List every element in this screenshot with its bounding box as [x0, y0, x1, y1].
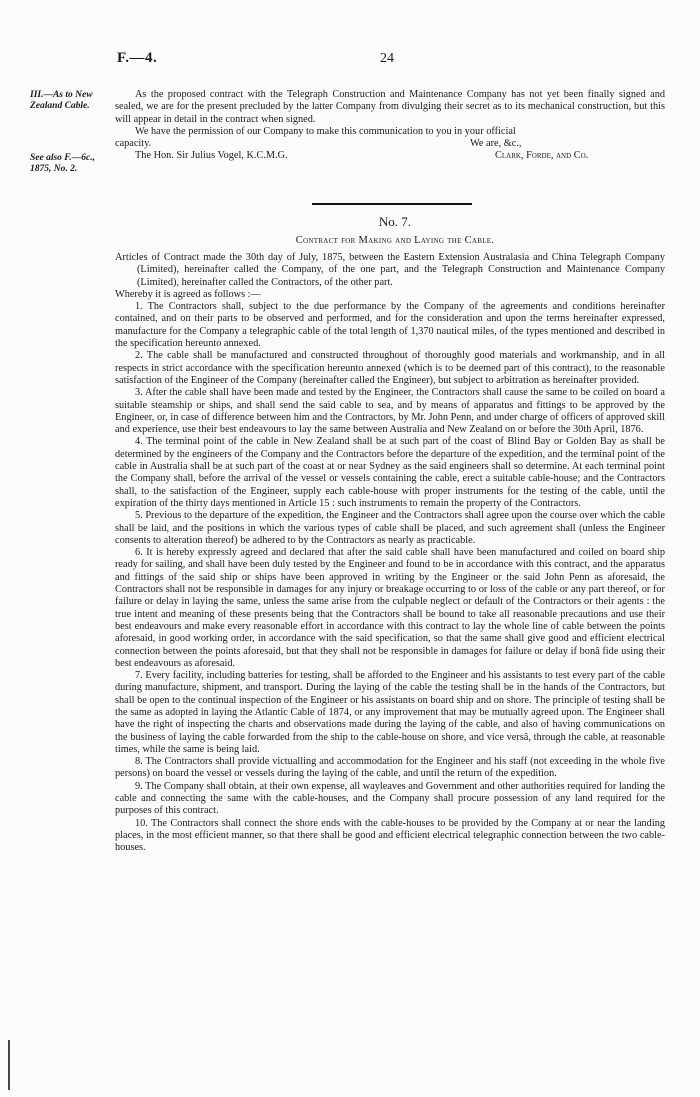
document-reference: F.—4. — [117, 50, 158, 66]
article-5: 5. Previous to the departure of the expedition, the Engineer and the Contractors shall agree upon the course over which the cable shall be laid, and the positions in which the various types of cable shall be placed, and such agreement shall (unless the Engineer consents to alteration thereof) be adhered to by the Contractors as nearly as practicable. — [115, 510, 665, 546]
article-2: 2. The cable shall be manufactured and constructed throughout of thoroughly good materials and workmanship, and in all respects in strict accordance with the specification hereunto annexed (which is to be deemed part of this contract), to the reasonable satisfaction of the Engineer of the Company (hereinafter called the Engineer), but subject to arbitration as hereinafter provided. — [115, 350, 665, 386]
signatories: Clark, Forde, and Co. — [495, 150, 589, 162]
page-number: 24 — [380, 51, 394, 66]
contract-intro: Articles of Contract made the 30th day of July, 1875, between the Eastern Extension Australasia and China Telegraph Company (Limited), hereinafter called the Company, of the one part, and the Telegraph Construction and Maintenance Company (Limited), hereinafter called the Contractors, of the other part. — [115, 252, 665, 288]
article-3: 3. After the cable shall have been made and tested by the Engineer, the Contractors shall cause the same to be coiled on board a suitable steamship or ships, and shall send the said cable to sea, and by means of apparatus and fittings to be approved by the Engineer, or, in case of difference between him and the Contractors, by Mr. John Penn, and under charge of officers of approved skill and experience, use their best endeavours to lay the same between Australia and New Zealand on or before the 30th April, 1876. — [115, 387, 665, 436]
document-subtitle: Contract for Making and Laying the Cable. — [295, 235, 495, 246]
article-8: 8. The Contractors shall provide victualling and accommodation for the Engineer and his staff (not exceeding in the whole five persons) on board the vessel or vessels during the laying of the cable, and until the return of the expedition. — [115, 756, 665, 780]
article-6: 6. It is hereby expressly agreed and declared that after the said cable shall have been manufactured and coiled on board ship ready for sailing, and shall have been duly tested by the Engineer and found to be in accordance with this contract, and the apparatus and fittings of the said ship or ships have been approved in writing by the Engineer or the said John Penn as aforesaid, the Contractors shall not be responsible in damages for any injury or breakage occurring to or loss of the cable or any part thereof, or for failure or delay in laying the same, unless the same arise from the culpable neglect or default of the Contractors or their agents : the true intent and meaning of these presents being that the Contractors shall be bound to take all reasonable precautions and use their best endeavours and make every reasonable effort in accordance with this contract to lay the whole line of cable between the points aforesaid, in good working order, in accordance with the said specification, so that the same shall give good and efficient electrical connection between the points aforesaid, but that they shall not be responsible in damages for failure or delay if bonâ fide using their best endeavours as aforesaid. — [115, 547, 665, 669]
scan-edge-mark — [8, 1040, 10, 1090]
whereby-clause: Whereby it is agreed as follows :— — [115, 288, 261, 300]
closing-row — [115, 150, 665, 162]
letter-paragraph-1: As the proposed contract with the Telegraph Construction and Maintenance Company has not yet been finally signed and sealed, we are for the present precluded by the latter Company from divulging their secret as to its mechanical construction, but this will appear in detail in the contract when signed. — [115, 89, 665, 125]
article-10: 10. The Contractors shall connect the shore ends with the cable-houses to be provided by the Company at or near the landing places, in the most efficient manner, so that there shall be good and efficient electrical telegraphic connection between the two cable-houses. — [115, 817, 665, 854]
margin-note-nz-cable: III.—As to New Zealand Cable. — [30, 90, 93, 111]
article-9: 9. The Company shall obtain, at their own expense, all wayleaves and Government and other authorities required for landing the cable and connecting the same with the cable-houses, and the Company shall procure possession of any land required for the purposes of this contract. — [115, 780, 665, 817]
document-number: No. 7. — [378, 214, 412, 229]
capacity-text: capacity. — [115, 138, 152, 150]
we-are-text: We are, &c., — [470, 138, 522, 150]
capacity-row — [115, 138, 665, 150]
margin-note-see-also: See also F.—6c., 1875, No. 2. — [30, 153, 96, 174]
contract-body — [115, 252, 665, 855]
section-divider — [312, 203, 472, 205]
article-1: 1. The Contractors shall, subject to the due performance by the Company of the agreements and conditions hereinafter contained, and on their parts to be observed and performed, and for the consideration and upon the terms hereinafter expressed, manufacture for the Company a telegraphic cable of the total length of 1,370 nautical miles, of the types mentioned and described in the specification hereunto annexed. — [115, 301, 665, 350]
letter-block — [115, 89, 665, 162]
letter-paragraph-2: We have the permission of our Company to make this communication to you in your official — [135, 125, 516, 137]
article-7: 7. Every facility, including batteries for testing, shall be afforded to the Engineer and his assistants to test every part of the cable during manufacture, shipment, and transport. During the laying of the cable the testing shall be in the hands of the Contractors, but shall be open to the continual inspection of the Engineer or his assistants on board ship and on shore. The principle of testing shall be the same as adopted in laying the Atlantic Cable of 1874, or any improvement that may be mutually agreed upon. The Engineer shall have the right of inspecting the charts and observations made during the laying of the cable, and also of having communications on the business of laying the cable forwarded from the ship to the cable-house on shore, and vice versâ, through the cable, at reasonable times, while the same is being laid. — [115, 670, 665, 755]
addressee: The Hon. Sir Julius Vogel, K.C.M.G. — [135, 150, 288, 162]
article-4: 4. The terminal point of the cable in New Zealand shall be at such part of the coast of Blind Bay or Golden Bay as shall be determined by the engineers of the Company and the Contractors before the departure of the expedition, and the terminal point of the cable in Australia shall be at such part of the coast at or near Sydney as the said engineers shall so determine. At each terminal point the Company shall, before the arrival of the vessel or vessels containing the cable, erect a suitable cable-house; and the Contractors shall, to the satisfaction of the Engineer, supply each cable-house with proper instruments for the testing of the cable, until the expiration of the thirty days mentioned in Article 15 : such instruments to remain the property of the Contractors. — [115, 436, 665, 509]
